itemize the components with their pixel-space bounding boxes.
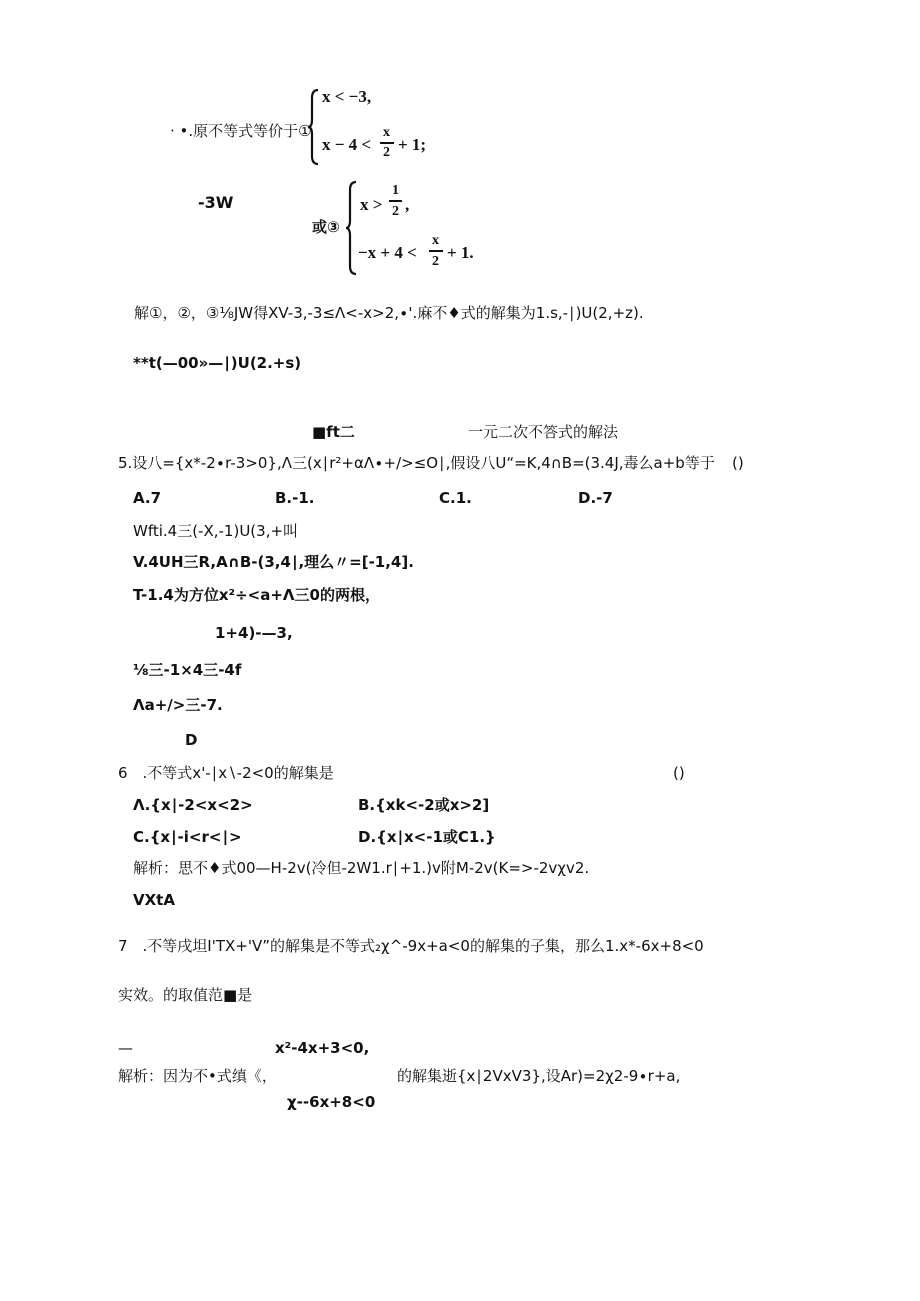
q5-solution-line: Wfti.4三(-X,-1)U(3,+叫 xyxy=(133,522,299,540)
solution-line: 解①，②，③⅛JW得XV-3,-3≤Λ<-x>2,∙'.麻不♦式的解集为1.s,-∣)U(2,+z). xyxy=(134,304,644,322)
system2-frac-den: 2 xyxy=(432,254,439,269)
system2-line1a: x > xyxy=(360,195,383,214)
fraction-bar xyxy=(429,250,443,252)
q5-answer: D xyxy=(185,731,198,749)
system1-frac-num: x xyxy=(383,125,390,140)
dash: — xyxy=(118,1039,133,1057)
system2-line1b: , xyxy=(405,195,410,214)
left-brace-icon xyxy=(306,88,320,166)
q6-solution-line: 解析：思不♦式00—H-2v(冷但-2W1.r∣+1.)v附M-2v(K=>-2vχv2. xyxy=(133,859,590,877)
question-7-stem: 7 .不等戌坦I'TX+'V”的解集是不等式₂χ^-9x+a<0的解集的子集，那么1.x*-6x+8<0 xyxy=(118,937,704,955)
q5-solution-line: T-1.4为方位x²÷<a+Λ三0的两根， xyxy=(133,586,380,604)
q6-answer: VXtA xyxy=(133,891,175,909)
system1-line2b: + 1; xyxy=(398,135,427,154)
option-d: D.-7 xyxy=(578,489,613,507)
option-d: D.{x∣x<-1或C1.} xyxy=(358,828,496,846)
q5-solution-line: ⅛三-1×4三-4f xyxy=(133,661,242,679)
question-7-stem-cont: 实效。的取值范■是 xyxy=(118,986,253,1004)
system1-frac-den: 2 xyxy=(383,145,390,160)
option-c: C.{x∣-i<r<∣> xyxy=(133,828,242,846)
q7-analysis-suffix: 的解集逝{x∣2VxV3},设Ar)=2χ2-9∙r+a, xyxy=(397,1067,681,1085)
q7-inequality-a: x²-4x+3<0, xyxy=(275,1039,370,1057)
answer-line: **t(—00»—∣)U(2.+s) xyxy=(133,354,302,372)
option-c: C.1. xyxy=(439,489,472,507)
system2-line2b: + 1. xyxy=(447,243,474,262)
q7-inequality-b: χ--6x+8<0 xyxy=(287,1093,376,1111)
system2-left-label: -3W xyxy=(198,193,234,212)
system2-line1-num: 1 xyxy=(392,183,399,198)
q5-solution-line: Λa+∕>三-7. xyxy=(133,696,223,714)
answer-paren: () xyxy=(673,764,685,782)
option-a: A.7 xyxy=(133,489,162,507)
section-title: 一元二次不答式的解法 xyxy=(468,423,619,441)
question-5-stem: 5.设八={x*-2∙r-3>0},Λ三(x∣r²+αΛ∙+∕>≤O∣,假设八U“=K,4∩B=(3.4J,毒么a+b等于 xyxy=(118,454,715,472)
system1-prefix: · •.原不等式等价于① xyxy=(170,122,312,140)
system1-line2a: x − 4 < xyxy=(322,135,372,154)
answer-paren: () xyxy=(732,454,744,472)
section-label: ■ft二 xyxy=(312,423,355,441)
system2-line2a: −x + 4 < xyxy=(358,243,417,262)
question-6-stem: 6 .不等式x'-∣x∖-2<0的解集是 xyxy=(118,764,334,782)
system2-frac-num: x xyxy=(432,233,439,248)
system1-line1: x < −3, xyxy=(322,87,372,106)
option-b: B.-1. xyxy=(275,489,315,507)
q7-analysis-prefix: 解析：因为不•式缜《， xyxy=(118,1067,277,1085)
q5-solution-line: 1+4)-—3, xyxy=(215,624,293,642)
fraction-bar xyxy=(389,200,402,202)
q5-solution-line: V.4UH三R,A∩B-(3,4∣,理么〃=[-1,4]. xyxy=(133,553,414,571)
system2-prefix: 或③ xyxy=(312,218,340,236)
option-b: B.{xk<-2或x>2] xyxy=(358,796,490,814)
system2-line1-den: 2 xyxy=(392,204,399,219)
option-a: Λ.{x∣-2<x<2> xyxy=(133,796,253,814)
left-brace-icon xyxy=(344,180,358,276)
